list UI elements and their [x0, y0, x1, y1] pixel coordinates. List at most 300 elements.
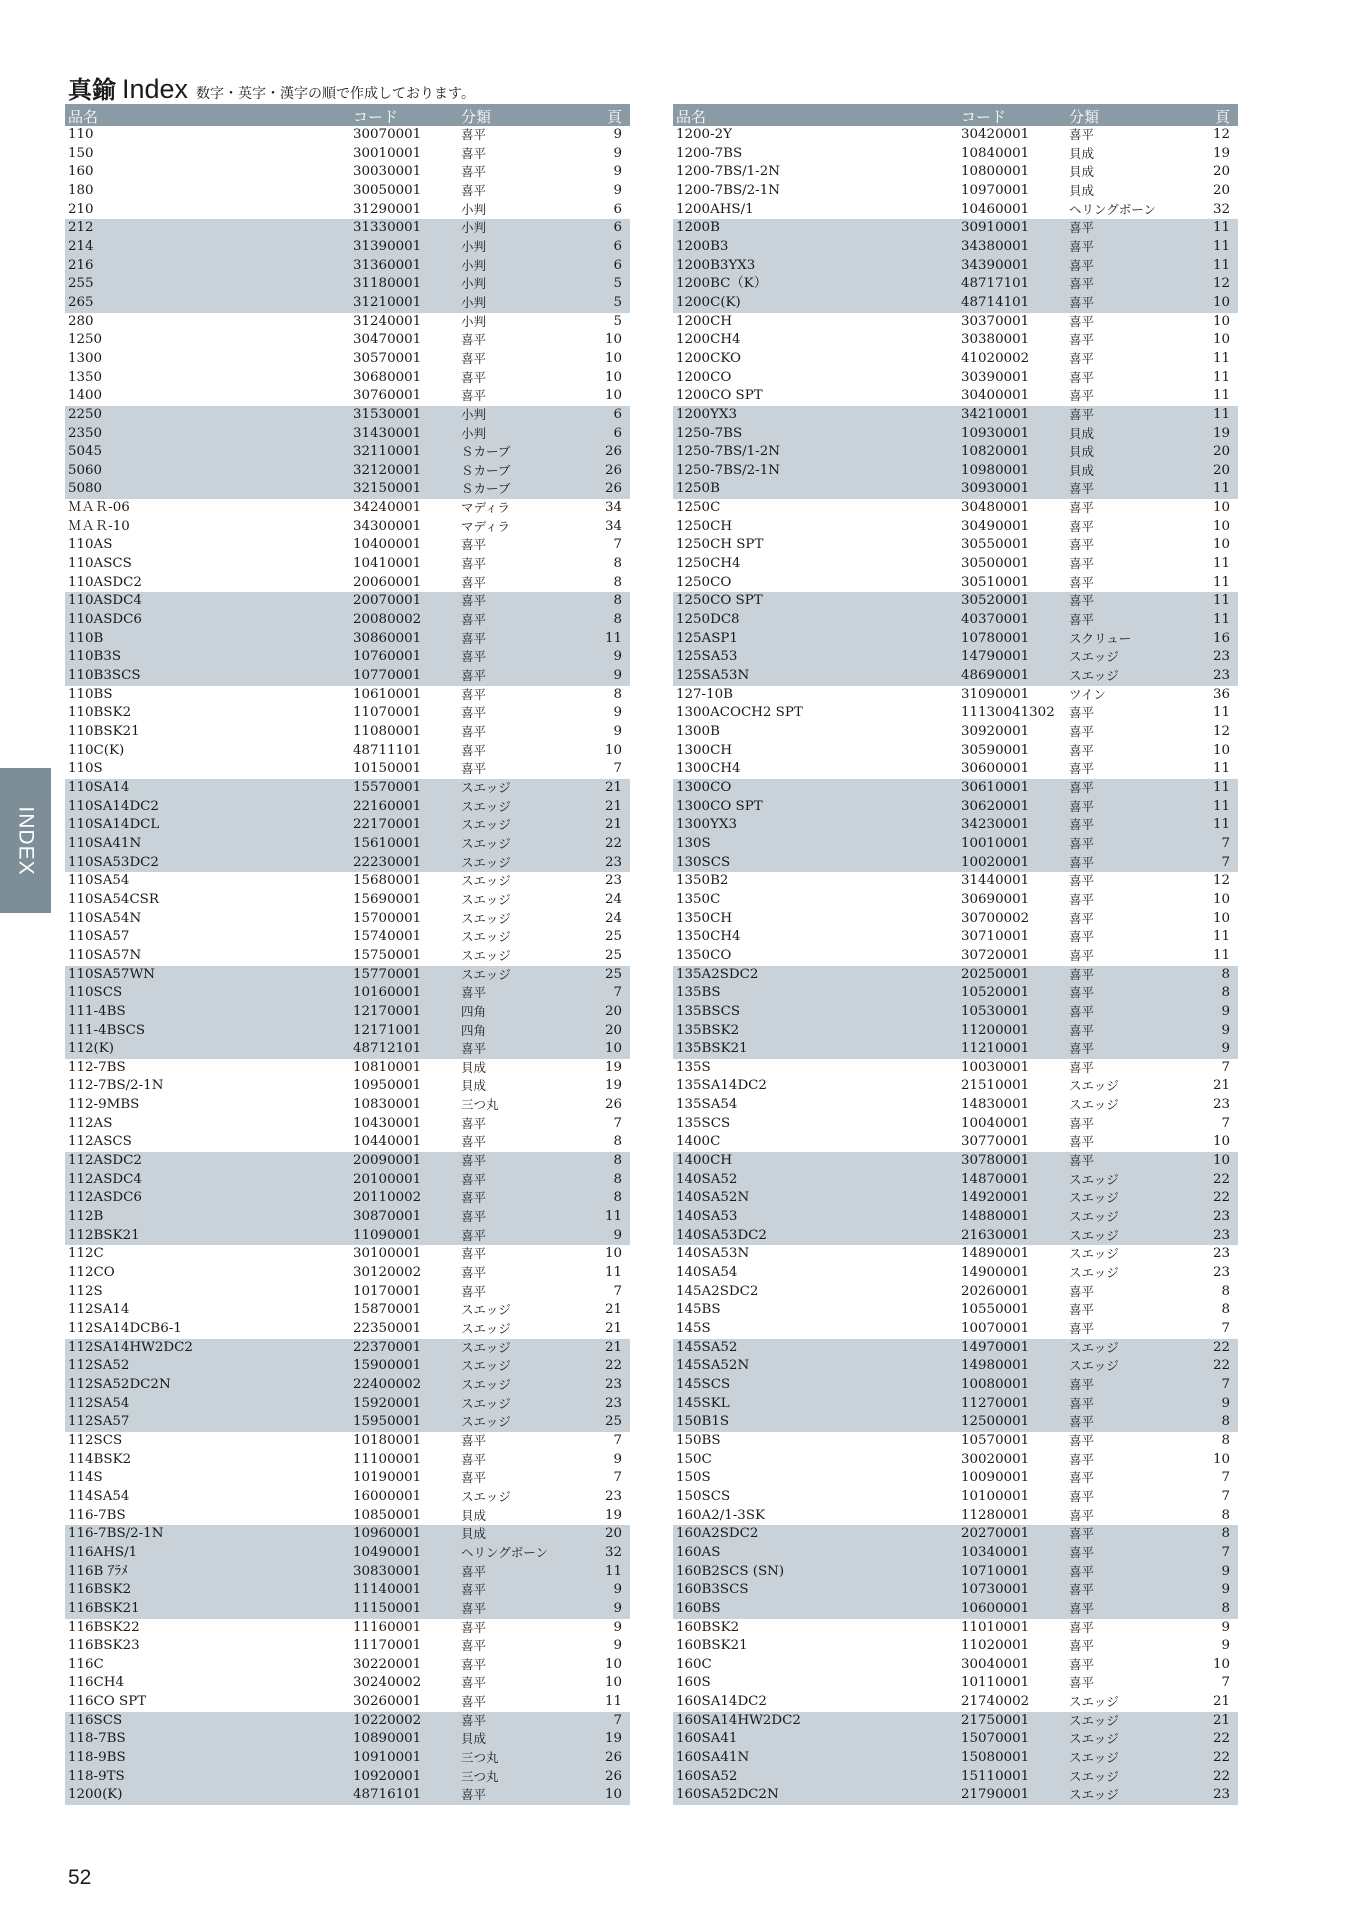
item-category: 喜平 — [1069, 1022, 1095, 1038]
table-row — [65, 1637, 630, 1656]
table-header — [65, 104, 630, 126]
item-code: 10550001 — [961, 1302, 1030, 1318]
item-name: 110SA57N — [68, 947, 142, 963]
item-page: 34 — [604, 500, 622, 516]
item-category: 喜平 — [1069, 1638, 1095, 1654]
table-row — [65, 816, 630, 835]
table-row — [65, 1674, 630, 1693]
table-row — [673, 704, 1238, 723]
item-code: 10080001 — [961, 1376, 1030, 1392]
item-category: 喜平 — [461, 1638, 487, 1654]
item-page: 26 — [604, 481, 622, 497]
item-category: スエッジ — [1069, 649, 1119, 665]
item-code: 20260001 — [961, 1283, 1030, 1299]
item-page: 26 — [604, 1768, 622, 1784]
item-code: 10040001 — [961, 1115, 1030, 1131]
item-page: 21 — [604, 817, 622, 833]
item-page: 23 — [604, 873, 622, 889]
item-name: 116C — [68, 1656, 104, 1672]
table-row — [65, 219, 630, 238]
item-page: 19 — [604, 1731, 622, 1747]
item-category: 喜平 — [1069, 947, 1095, 963]
header-page: 頁 — [606, 108, 622, 126]
item-name: 112-7BS/2-1N — [68, 1078, 164, 1094]
item-category: スエッジ — [461, 1321, 511, 1336]
item-category: 喜平 — [461, 1656, 487, 1672]
item-page: 7 — [1221, 1059, 1230, 1075]
item-code: 31090001 — [961, 686, 1030, 702]
item-code: 48717101 — [961, 276, 1030, 292]
item-code: 10980001 — [961, 462, 1030, 478]
item-name: 112BSK21 — [68, 1227, 140, 1243]
item-page: 12 — [1212, 873, 1230, 889]
item-page: 7 — [1221, 835, 1230, 851]
item-page: 21 — [604, 1321, 622, 1336]
item-category: 喜平 — [1069, 1321, 1095, 1336]
item-page: 21 — [604, 779, 622, 795]
item-page: 8 — [1221, 985, 1230, 1001]
table-row — [673, 910, 1238, 929]
item-code: 10110001 — [961, 1675, 1030, 1691]
item-category: 喜平 — [461, 1563, 487, 1579]
item-code: 15920001 — [353, 1395, 422, 1411]
item-page: 10 — [604, 1675, 622, 1691]
table-row — [673, 1115, 1238, 1134]
item-code: 30470001 — [353, 332, 422, 348]
table-row — [65, 1171, 630, 1190]
item-category: 喜平 — [461, 350, 487, 366]
item-page: 19 — [604, 1507, 622, 1523]
item-name: 118-9BS — [68, 1750, 126, 1766]
item-name: 114S — [68, 1470, 103, 1486]
table-row — [65, 163, 630, 182]
item-code: 30700002 — [961, 910, 1030, 926]
item-category: 喜平 — [461, 145, 487, 161]
item-code: 12171001 — [353, 1022, 422, 1038]
item-code: 15700001 — [353, 910, 422, 926]
table-row — [65, 518, 630, 537]
item-category: 喜平 — [461, 1209, 487, 1225]
table-row — [673, 1376, 1238, 1395]
item-name: 1200-7BS/2-1N — [676, 182, 780, 198]
item-code: 11090001 — [353, 1227, 422, 1243]
table-row — [65, 1730, 630, 1749]
item-code: 30610001 — [961, 779, 1030, 795]
item-category: スエッジ — [461, 1488, 511, 1504]
item-category: 喜平 — [1069, 1376, 1095, 1392]
item-page: 23 — [1212, 1246, 1230, 1262]
item-code: 11010001 — [961, 1619, 1030, 1635]
item-page: 9 — [613, 668, 622, 684]
table-row — [673, 854, 1238, 873]
item-name: 1300CO — [676, 779, 732, 795]
item-code: 31240001 — [353, 313, 422, 329]
item-name: 180 — [68, 182, 94, 198]
item-category: 小判 — [461, 313, 487, 329]
item-name: 112B — [68, 1209, 104, 1225]
title-subtitle: 数字・英字・漢字の順で作成しております。 — [196, 86, 475, 102]
item-page: 8 — [1221, 1283, 1230, 1299]
table-row — [673, 1264, 1238, 1283]
item-code: 11130041302 — [961, 705, 1055, 721]
table-row — [65, 238, 630, 257]
item-category: 四角 — [461, 1003, 487, 1019]
item-code: 30390001 — [961, 369, 1030, 385]
table-row — [673, 1656, 1238, 1675]
table-row — [65, 1189, 630, 1208]
item-name: 110ASDC2 — [68, 574, 142, 590]
item-name: 130SCS — [676, 854, 731, 870]
table-row — [673, 742, 1238, 761]
item-category: 喜平 — [1069, 1115, 1095, 1131]
item-category: 喜平 — [1069, 891, 1095, 907]
item-page: 11 — [1212, 612, 1230, 628]
table-row — [673, 1395, 1238, 1414]
item-name: 212 — [68, 220, 94, 236]
item-category: スエッジ — [461, 1339, 511, 1355]
item-name: 5080 — [68, 481, 103, 497]
item-category: 喜平 — [461, 1675, 487, 1691]
item-code: 21750001 — [961, 1712, 1030, 1728]
item-category: 喜平 — [461, 1171, 487, 1187]
item-page: 21 — [604, 1302, 622, 1318]
item-category: 貝成 — [461, 1731, 487, 1747]
item-category: 喜平 — [461, 1470, 487, 1486]
item-category: 喜平 — [1069, 257, 1095, 273]
table-row — [65, 686, 630, 705]
item-name: 112SA14DCB6-1 — [68, 1321, 182, 1336]
item-name: 1400CH — [676, 1153, 733, 1169]
item-page: 16 — [1212, 630, 1230, 646]
item-code: 30050001 — [353, 182, 422, 198]
table-row — [673, 1096, 1238, 1115]
item-code: 10970001 — [961, 182, 1030, 198]
header-category: 分類 — [461, 108, 492, 126]
item-name: 145SKL — [676, 1395, 730, 1411]
item-name: 150B1S — [676, 1414, 730, 1430]
header-name: 品名 — [676, 108, 707, 126]
item-page: 11 — [1212, 574, 1230, 590]
item-page: 23 — [1212, 1227, 1230, 1243]
item-code: 30420001 — [961, 127, 1030, 142]
item-name: 280 — [68, 313, 94, 329]
item-code: 30870001 — [353, 1209, 422, 1225]
item-page: 9 — [1221, 1022, 1230, 1038]
item-code: 30070001 — [353, 127, 422, 142]
table-row — [65, 1451, 630, 1470]
table-row — [65, 1059, 630, 1078]
item-page: 23 — [1212, 1787, 1230, 1803]
item-name: 160B3SCS — [676, 1582, 749, 1598]
item-code: 22160001 — [353, 798, 422, 814]
table-row — [673, 574, 1238, 593]
item-name: 1250CH — [676, 518, 733, 534]
item-page: 9 — [613, 724, 622, 739]
table-row — [65, 1395, 630, 1414]
item-code: 10410001 — [353, 556, 422, 572]
item-page: 9 — [613, 127, 622, 142]
item-category: スエッジ — [1069, 1787, 1119, 1803]
table-row — [673, 145, 1238, 164]
item-category: スエッジ — [1069, 1750, 1119, 1766]
item-page: 22 — [604, 1358, 622, 1374]
item-page: 11 — [1212, 779, 1230, 795]
item-page: 11 — [1212, 257, 1230, 273]
item-code: 11200001 — [961, 1022, 1030, 1038]
item-name: 125SA53 — [676, 649, 738, 665]
item-code: 10220002 — [353, 1712, 422, 1728]
table-row — [65, 462, 630, 481]
table-row — [65, 1600, 630, 1619]
item-code: 10890001 — [353, 1731, 422, 1747]
item-category: 小判 — [461, 425, 487, 441]
item-category: 喜平 — [1069, 1153, 1095, 1169]
item-page: 9 — [1221, 1041, 1230, 1057]
item-page: 11 — [1212, 593, 1230, 609]
item-page: 23 — [604, 1488, 622, 1504]
item-page: 23 — [604, 854, 622, 870]
item-category: 喜平 — [1069, 1656, 1095, 1672]
item-name: 1200-7BS/1-2N — [676, 164, 780, 180]
table-row — [673, 947, 1238, 966]
item-name: 1300CH — [676, 742, 733, 758]
item-name: 1250CH4 — [676, 556, 741, 572]
item-page: 7 — [1221, 1488, 1230, 1504]
item-code: 10180001 — [353, 1432, 422, 1448]
item-page: 7 — [613, 1115, 622, 1131]
table-row — [65, 611, 630, 630]
item-category: 小判 — [461, 238, 487, 254]
item-page: 7 — [613, 1712, 622, 1728]
table-row — [65, 1115, 630, 1134]
item-name: 140SA52N — [676, 1190, 750, 1206]
item-name: 216 — [68, 257, 94, 273]
item-name: 125ASP1 — [676, 630, 738, 646]
table-row — [673, 1077, 1238, 1096]
item-page: 11 — [1212, 817, 1230, 833]
item-category: スクリュー — [1069, 630, 1132, 646]
table-row — [673, 891, 1238, 910]
table-row — [673, 1245, 1238, 1264]
item-page: 22 — [1212, 1190, 1230, 1206]
item-code: 30020001 — [961, 1451, 1030, 1467]
item-category: スエッジ — [461, 817, 511, 833]
header-name: 品名 — [68, 108, 99, 126]
item-category: 喜平 — [1069, 779, 1095, 795]
table-row — [673, 126, 1238, 145]
item-category: 喜平 — [461, 686, 487, 702]
item-page: 9 — [1221, 1638, 1230, 1654]
item-name: 1200CO SPT — [676, 388, 763, 404]
table-row — [65, 984, 630, 1003]
table-row — [673, 1563, 1238, 1582]
item-page: 8 — [1221, 966, 1230, 982]
item-category: 三つ丸 — [461, 1768, 499, 1784]
item-code: 30380001 — [961, 332, 1030, 348]
item-page: 21 — [1212, 1712, 1230, 1728]
table-row — [673, 1189, 1238, 1208]
item-page: 7 — [1221, 1675, 1230, 1691]
item-code: 15770001 — [353, 966, 422, 982]
item-category: スエッジ — [461, 835, 511, 851]
item-name: 116CO SPT — [68, 1694, 147, 1710]
item-code: 30910001 — [961, 220, 1030, 236]
item-name: 140SA53DC2 — [676, 1227, 767, 1243]
table-row — [65, 1712, 630, 1731]
item-code: 30760001 — [353, 388, 422, 404]
item-name: 110B — [68, 630, 104, 646]
item-category: 喜平 — [1069, 593, 1095, 609]
item-name: 1250CH SPT — [676, 537, 764, 553]
item-code: 10930001 — [961, 425, 1030, 441]
item-name: 110SA57WN — [68, 966, 155, 982]
item-code: 31290001 — [353, 201, 422, 217]
item-page: 26 — [604, 462, 622, 478]
item-name: 160SA52 — [676, 1768, 738, 1784]
item-category: 喜平 — [1069, 1059, 1095, 1075]
item-name: 118-9TS — [68, 1768, 125, 1784]
item-code: 31180001 — [353, 276, 422, 292]
item-name: 112-9MBS — [68, 1097, 140, 1113]
item-page: 11 — [604, 630, 622, 646]
item-page: 21 — [1212, 1078, 1230, 1094]
table-row — [65, 1581, 630, 1600]
item-code: 20090001 — [353, 1153, 422, 1169]
table-row — [65, 723, 630, 742]
item-name: 1250CO SPT — [676, 593, 763, 609]
item-page: 19 — [604, 1059, 622, 1075]
table-row — [65, 257, 630, 276]
table-row — [65, 145, 630, 164]
item-name: 1200B3 — [676, 238, 729, 254]
item-name: 1200B3YX3 — [676, 257, 756, 273]
item-category: 喜平 — [1069, 1507, 1095, 1523]
item-page: 22 — [1212, 1731, 1230, 1747]
table-row — [65, 779, 630, 798]
item-name: 1400C — [676, 1134, 721, 1150]
table-row — [673, 350, 1238, 369]
item-code: 15950001 — [353, 1414, 422, 1430]
item-name: 160SA41 — [676, 1731, 738, 1747]
item-name: 118-7BS — [68, 1731, 126, 1747]
item-name: 1300CO SPT — [676, 798, 763, 814]
item-page: 19 — [604, 1078, 622, 1094]
item-code: 31390001 — [353, 238, 422, 254]
table-row — [65, 126, 630, 145]
item-name: 110SA14DCL — [68, 817, 160, 833]
item-category: 喜平 — [461, 630, 487, 646]
table-row — [673, 294, 1238, 313]
item-name: 1200(K) — [68, 1787, 123, 1803]
item-page: 11 — [604, 1209, 622, 1225]
item-name: 116BSK22 — [68, 1619, 140, 1635]
item-category: スエッジ — [1069, 668, 1119, 684]
item-name: 150SCS — [676, 1488, 731, 1504]
item-category: 小判 — [461, 257, 487, 273]
table-row — [673, 1581, 1238, 1600]
side-tab-label: INDEX — [14, 805, 38, 876]
item-page: 6 — [613, 257, 622, 273]
item-category: スエッジ — [461, 1302, 511, 1318]
item-page: 10 — [1212, 742, 1230, 758]
table-row — [65, 1301, 630, 1320]
table-row — [673, 238, 1238, 257]
item-name: 1250-7BS — [676, 425, 743, 441]
item-category: 喜平 — [1069, 350, 1095, 366]
item-code: 10030001 — [961, 1059, 1030, 1075]
item-category: 喜平 — [1069, 612, 1095, 628]
item-code: 10570001 — [961, 1432, 1030, 1448]
item-page: 10 — [604, 1656, 622, 1672]
item-category: 喜平 — [1069, 929, 1095, 945]
item-code: 32120001 — [353, 462, 422, 478]
header-category: 分類 — [1069, 108, 1100, 126]
item-name: 135SA54 — [676, 1097, 738, 1113]
table-row — [65, 1320, 630, 1339]
item-category: 喜平 — [1069, 313, 1095, 329]
item-name: 112C — [68, 1246, 104, 1262]
item-code: 48711101 — [353, 742, 422, 758]
table-row — [673, 1152, 1238, 1171]
item-page: 20 — [1212, 164, 1230, 180]
title-main: 真鍮 — [68, 76, 116, 104]
table-row — [673, 425, 1238, 444]
item-category: スエッジ — [1069, 1339, 1119, 1355]
item-category: スエッジ — [1069, 1097, 1119, 1113]
item-page: 32 — [604, 1544, 622, 1560]
item-name: 116AHS/1 — [68, 1544, 138, 1560]
table-row — [673, 928, 1238, 947]
table-row — [673, 257, 1238, 276]
item-category: 喜平 — [1069, 1600, 1095, 1616]
item-page: 10 — [604, 1041, 622, 1057]
item-code: 21740002 — [961, 1694, 1030, 1710]
item-category: 喜平 — [1069, 388, 1095, 404]
item-code: 15070001 — [961, 1731, 1030, 1747]
item-page: 6 — [613, 425, 622, 441]
item-category: 喜平 — [461, 1582, 487, 1598]
item-category: 喜平 — [1069, 1488, 1095, 1504]
table-row — [673, 1749, 1238, 1768]
table-row — [65, 1488, 630, 1507]
item-page: 10 — [1212, 313, 1230, 329]
item-page: 10 — [1212, 1656, 1230, 1672]
item-page: 22 — [1212, 1768, 1230, 1784]
item-category: 貝成 — [1069, 462, 1095, 478]
item-page: 20 — [1212, 462, 1230, 478]
table-row — [673, 1208, 1238, 1227]
item-page: 7 — [613, 1470, 622, 1486]
table-row — [673, 760, 1238, 779]
table-row — [65, 1133, 630, 1152]
item-code: 31530001 — [353, 406, 422, 422]
item-code: 11210001 — [961, 1041, 1030, 1057]
item-page: 6 — [613, 238, 622, 254]
item-category: スエッジ — [461, 929, 511, 945]
item-category: 喜平 — [1069, 574, 1095, 590]
item-code: 30690001 — [961, 891, 1030, 907]
item-page: 8 — [613, 1134, 622, 1150]
item-category: 喜平 — [461, 1153, 487, 1169]
item-code: 10150001 — [353, 761, 422, 777]
item-name: 135A2SDC2 — [676, 966, 759, 982]
table-row — [65, 1003, 630, 1022]
item-category: 喜平 — [461, 1432, 487, 1448]
item-category: 喜平 — [1069, 556, 1095, 572]
table-row — [65, 1656, 630, 1675]
item-category: 貝成 — [461, 1507, 487, 1523]
item-name: 1300ACOCH2 SPT — [676, 705, 803, 721]
